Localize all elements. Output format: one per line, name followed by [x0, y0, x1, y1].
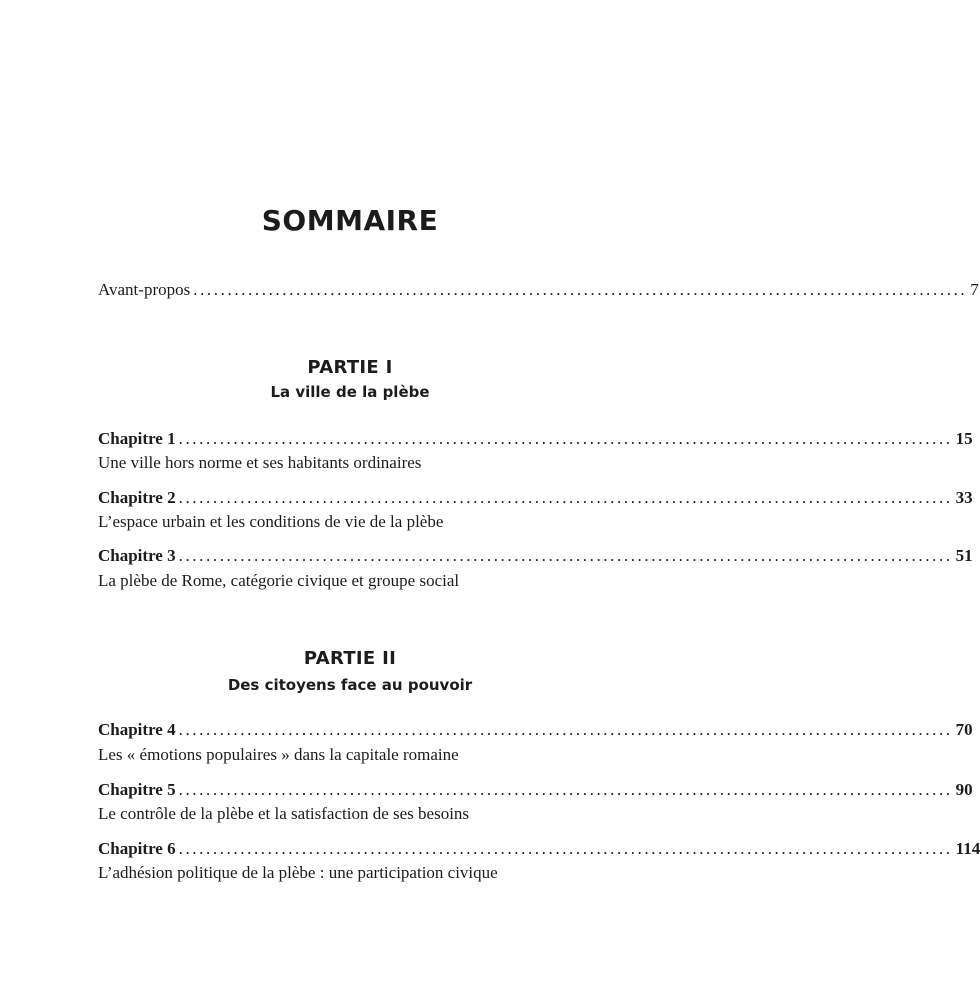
toc-entry-label: Chapitre 6	[98, 839, 176, 858]
toc-entry-chapter-2[interactable]	[98, 487, 973, 509]
toc-entry-page: 33	[955, 488, 973, 507]
chapter-subtitle: Les « émotions populaires » dans la capitale romaine	[98, 745, 459, 764]
toc-entry-page: 15	[955, 429, 973, 448]
toc-entry-label: Chapitre 3	[98, 546, 176, 565]
chapter-subtitle: La plèbe de Rome, catégorie civique et groupe social	[98, 571, 460, 590]
dot-leader: .................................................................................................................	[178, 488, 953, 507]
toc-entry-page: 70	[955, 720, 973, 739]
toc-entry-chapter-1[interactable]	[98, 428, 973, 450]
toc-entry-label: Chapitre 4	[98, 720, 176, 739]
toc-entry-chapter-4[interactable]	[98, 719, 973, 741]
chapter-subtitle: Une ville hors norme et ses habitants ordinaires	[98, 453, 422, 472]
toc-entry-label: Chapitre 1	[98, 429, 176, 448]
dot-leader: .................................................................................................................	[178, 720, 953, 739]
toc-entry-page: 90	[955, 780, 973, 799]
chapter-subtitle: L’espace urbain et les conditions de vie de la plèbe	[98, 512, 444, 531]
toc-entry-chapter-5[interactable]	[98, 779, 973, 801]
toc-entry-chapter-6[interactable]	[98, 838, 980, 860]
dot-leader: .................................................................................................................	[178, 429, 953, 448]
chapter-subtitle: Le contrôle de la plèbe et la satisfaction de ses besoins	[98, 804, 470, 823]
toc-entry-page: 7	[970, 280, 979, 299]
toc-entry-foreword[interactable]	[98, 279, 979, 301]
dot-leader: .................................................................................................................	[178, 780, 953, 799]
dot-leader: .................................................................................................................	[178, 546, 953, 565]
toc-entry-page: 114	[955, 839, 980, 858]
toc-entry-label: Chapitre 2	[98, 488, 176, 507]
toc-entry-label: Chapitre 5	[98, 780, 176, 799]
toc-entry-label: Avant-propos	[98, 280, 191, 299]
part-heading: PARTIE I	[307, 357, 393, 378]
part-subtitle: Des citoyens face au pouvoir	[227, 676, 473, 694]
part-subtitle: La ville de la plèbe	[270, 383, 430, 401]
dot-leader: .................................................................................................................	[193, 280, 968, 299]
chapter-subtitle: L’adhésion politique de la plèbe : une participation civique	[98, 863, 498, 882]
toc-entry-chapter-3[interactable]	[98, 545, 973, 567]
part-heading: PARTIE II	[303, 648, 397, 669]
dot-leader: .................................................................................................................	[178, 839, 953, 858]
page-title: SOMMAIRE	[261, 204, 439, 237]
toc-entry-page: 51	[955, 546, 973, 565]
